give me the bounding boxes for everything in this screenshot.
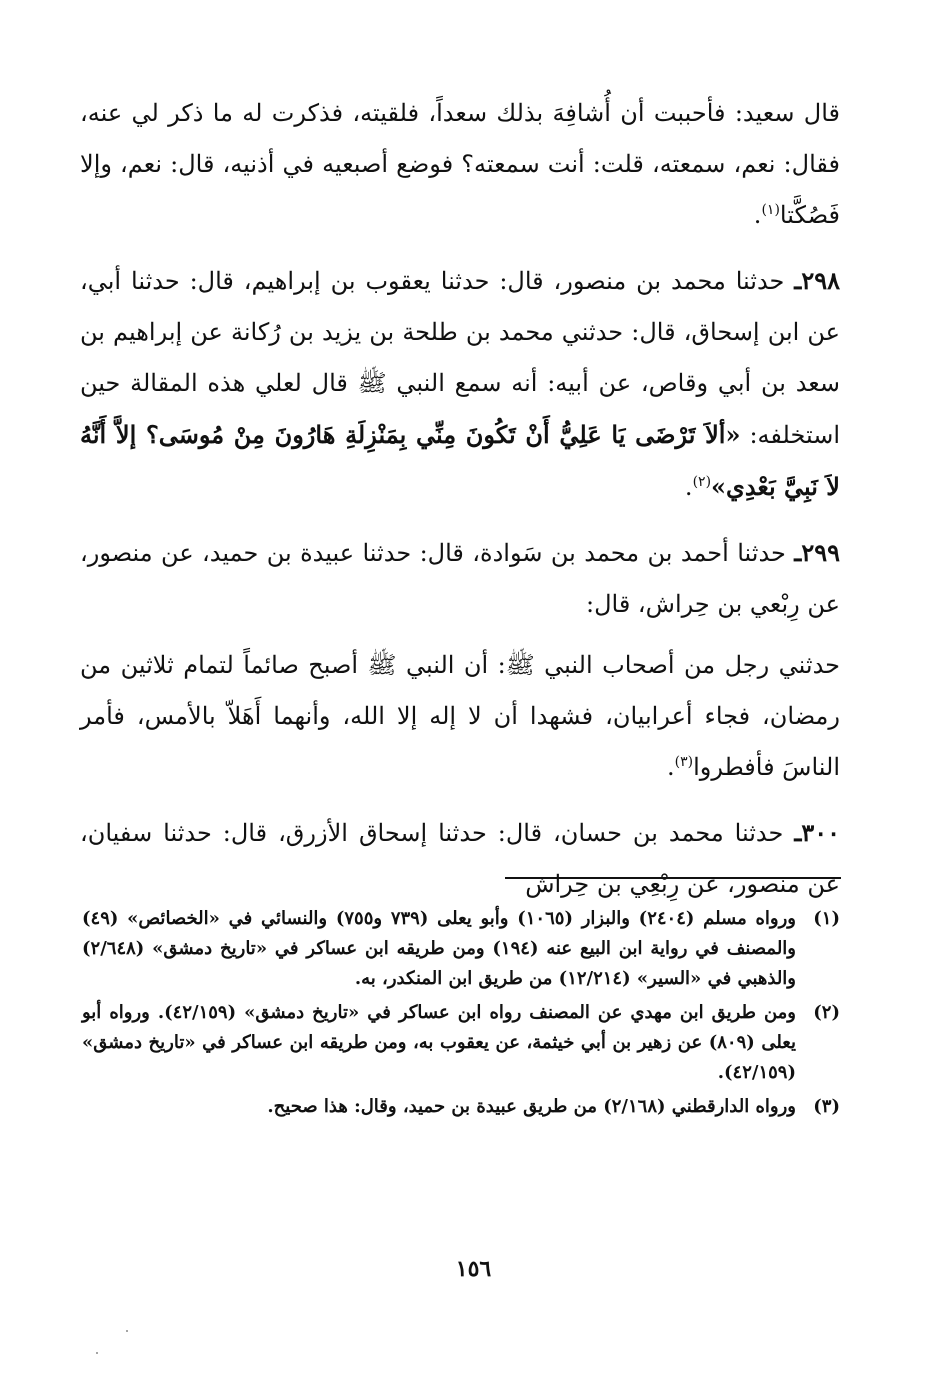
footnote [82, 1092, 840, 1122]
paragraph-text: حدثني رجل من أصحاب النبي ﷺ: أن النبي ﷺ أصبح صائماً لتمام ثلاثين من رمضان، فجاء أعرابيان، فشهدا أن لا إله إلا الله، وأنهما أَهَلاّ بالأمس، فأمر الناسَ فأفطروا [80, 651, 840, 781]
paragraph-end: . [684, 473, 693, 501]
footnote [82, 904, 840, 994]
footnote-divider [505, 877, 841, 879]
hadith-chain: حدثنا محمد بن حسان، قال: حدثنا إسحاق الأزرق، قال: حدثنا سفيان، عن منصور، عن رِبْعِي بن حِراش [80, 819, 840, 898]
hadith-300 [80, 807, 840, 910]
scan-speck [96, 1352, 98, 1354]
hadith-298 [80, 255, 840, 513]
footnote-text: ومن طريق ابن مهدي عن المصنف رواه ابن عساكر في «تاريخ دمشق» (٤٢/١٥٩). ورواه أبو يعلى (٨٠٩) عن زهير بن أبي خيثمة، عن يعقوب به، ومن طريقه ابن عساكر في «تاريخ دمشق» (٤٢/١٥٩). [82, 1002, 796, 1083]
hadith-quote: «ألاَ تَرْضَى يَا عَلِيُّ أَنْ تَكُونَ مِنِّي بِمَنْزِلَةِ هَارُونَ مِنْ مُوسَى؟ إلاَّ أَنَّهُ لاَ نَبِيَّ بَعْدِي» [80, 420, 840, 501]
footnote [82, 998, 840, 1088]
footnote-reference-2: (٢) [692, 474, 712, 490]
paragraph-said-narration [80, 88, 840, 241]
hadith-299 [80, 527, 840, 630]
footnote-reference-3: (٣) [674, 754, 694, 770]
hadith-299-text [80, 640, 840, 793]
footnote-marker: (٢) [813, 1002, 840, 1023]
footnote-text: ورواه الدارقطني (٢/١٦٨) من طريق عبيدة بن حميد، وقال: هذا صحيح. [267, 1096, 796, 1117]
hadith-number: ٣٠٠ـ [794, 818, 841, 847]
hadith-number: ٢٩٩ـ [794, 538, 840, 567]
hadith-chain: حدثنا أحمد بن محمد بن سَوادة، قال: حدثنا عبيدة بن حميد، عن منصور، عن رِبْعي بن حِراش، قال: [80, 539, 840, 618]
paragraph-text: قال سعيد: فأحببت أن أُشافِهَ بذلك سعداً، فلقيته، فذكرت له ما ذكر لي عنه، فقال: نعم، سمعته، قلت: أنت سمعته؟ فوضع أصبعيه في أذنيه، قال: نعم، وإلا فَصُكَّتا [80, 99, 840, 229]
hadith-number: ٢٩٨ـ [794, 266, 840, 295]
footnote-text: ورواه مسلم (٢٤٠٤) والبزار (١٠٦٥) وأبو يعلى (٧٣٩ و٧٥٥) والنسائي في «الخصائص» (٤٩) والمصنف في رواية ابن البيع عنه (١٩٤) ومن طريقه ابن عساكر في «تاريخ دمشق» (٢/٦٤٨) والذهبي في «السير» (١٢/٢١٤) من طريق ابن المنكدر، به. [82, 908, 796, 989]
scan-speck [126, 1330, 128, 1332]
footnote-marker: (١) [813, 908, 840, 929]
main-text [80, 88, 840, 924]
page-number: ١٥٦ [455, 1256, 492, 1282]
hadith-chain: حدثنا محمد بن منصور، قال: حدثنا يعقوب بن إبراهيم، قال: حدثنا أبي، عن ابن إسحاق، قال: حدثني محمد بن طلحة بن يزيد بن رُكانة عن إبراهيم بن سعد بن أبي وقاص، عن أبيه: أنه سمع النبي ﷺ قال لعلي هذه المقالة حين استخلفه: [80, 267, 840, 449]
footnotes [82, 904, 840, 1126]
footnote-reference-1: (١) [761, 202, 780, 218]
paragraph-end: . [666, 753, 675, 781]
footnote-marker: (٣) [813, 1096, 840, 1117]
paragraph-end: . [753, 201, 762, 229]
